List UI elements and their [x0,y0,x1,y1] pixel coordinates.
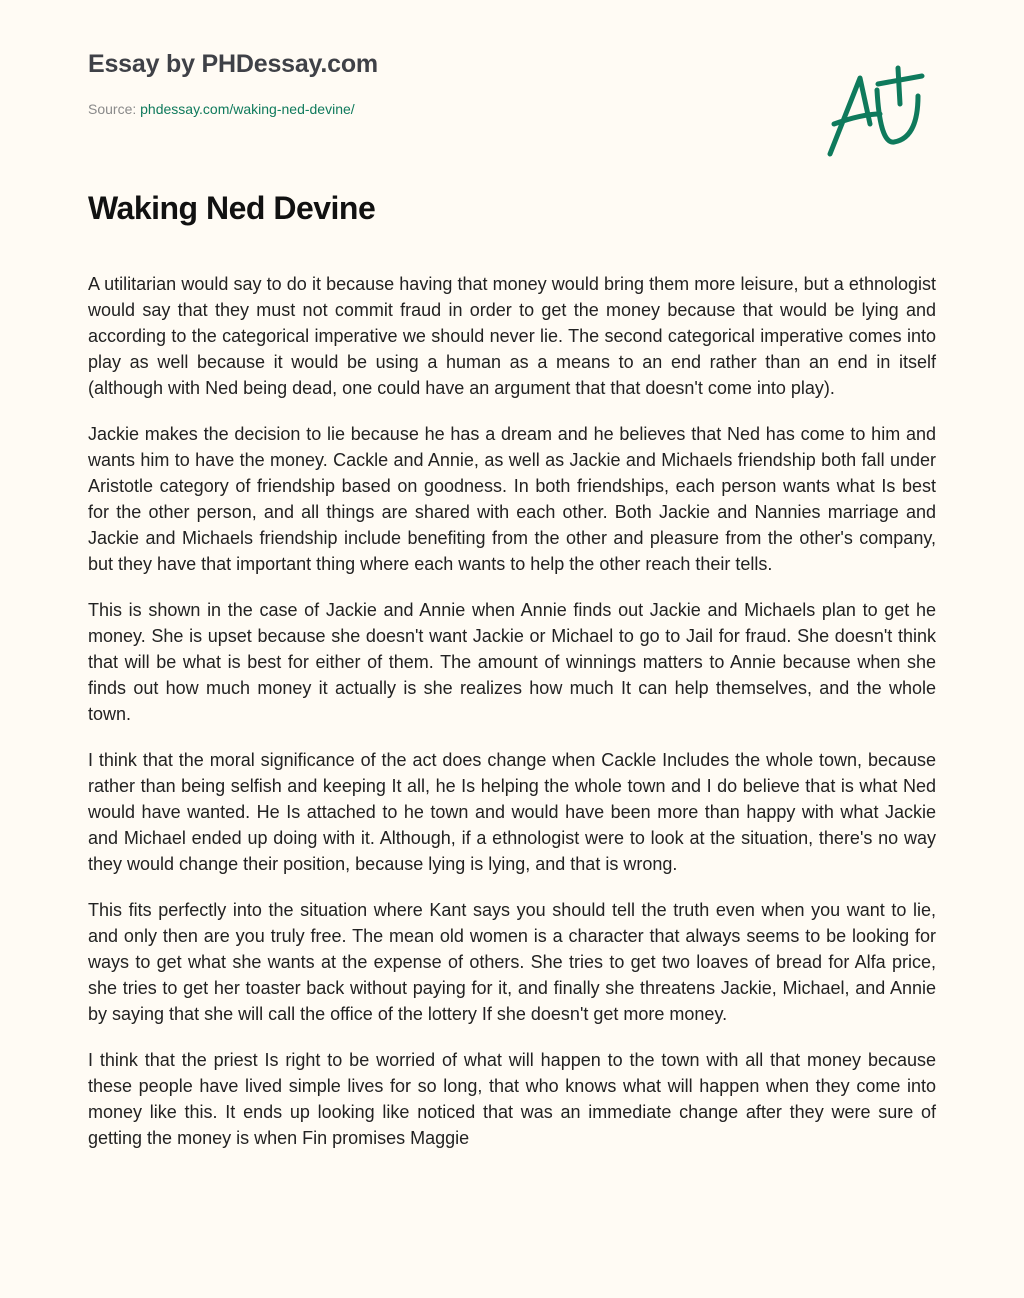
source-label: Source: [88,101,137,117]
source-line [88,101,355,117]
paragraph: This fits perfectly into the situation where Kant says you should tell the truth even when you want to lie, and only then are you truly free. The mean old women is a character that always seems to be looking for ways to get what she wants at the expense of others. She tries to get two loaves of bread for Alfa price, she tries to get her toaster back without paying for it, and finally she threatens Jackie, Michael, and Annie by saying that she will call the office of the lottery If she doesn't get more money. [88,900,936,1024]
paragraph: Jackie makes the decision to lie because he has a dream and he believes that Ned has come to him and wants him to have the money. Cackle and Annie, as well as Jackie and Michaels friendship both fall under Aristotle category of friendship based on goodness. In both friendships, each person wants what Is best for the other person, and all things are shared with each other. Both Jackie and Nannies marriage and Jackie and Michaels friendship include benefiting from the other and pleasure from the other's company, but they have that important thing where each wants to help the other reach their tells. [88,424,936,574]
paragraph: This is shown in the case of Jackie and Annie when Annie finds out Jackie and Michaels plan to get he money. She is upset because she doesn't want Jackie or Michael to go to Jail for fraud. She doesn't think that will be what is best for either of them. The amount of winnings matters to Annie because when she finds out how much money it actually is she realizes how much It can help themselves, and the whole town. [88,600,936,724]
source-link[interactable]: phdessay.com/waking-ned-devine/ [140,101,355,117]
paragraph: A utilitarian would say to do it because having that money would bring them more leisure, but a ethnologist would say that they must not commit fraud in order to get the money because that would be lying and according to the categorical imperative we should never lie. The second categorical imperative comes into play as well because it would be using a human as a means to an end rather than an end in itself (although with Ned being dead, one could have an argument that that doesn't come into play). [88,274,936,398]
site-brand: Essay by PHDessay.com [88,50,378,78]
a-plus-logo-icon [822,64,932,160]
essay-body [88,271,936,1171]
paragraph: I think that the moral significance of the act does change when Cackle Includes the whole town, because rather than being selfish and keeping It all, he Is helping the whole town and I do believe that is what Ned would have wanted. He Is attached to he town and would have been more than happy with what Jackie and Michael ended up doing with it. Although, if a ethnologist were to look at the situation, there's no way they would change their position, because lying is lying, and that is wrong. [88,750,936,874]
paragraph: I think that the priest Is right to be worried of what will happen to the town with all that money because these people have lived simple lives for so long, that who knows what will happen when they come into money like this. It ends up looking like noticed that was an immediate change after they were sure of getting the money is when Fin promises Maggie [88,1050,936,1148]
page-title: Waking Ned Devine [88,190,376,226]
